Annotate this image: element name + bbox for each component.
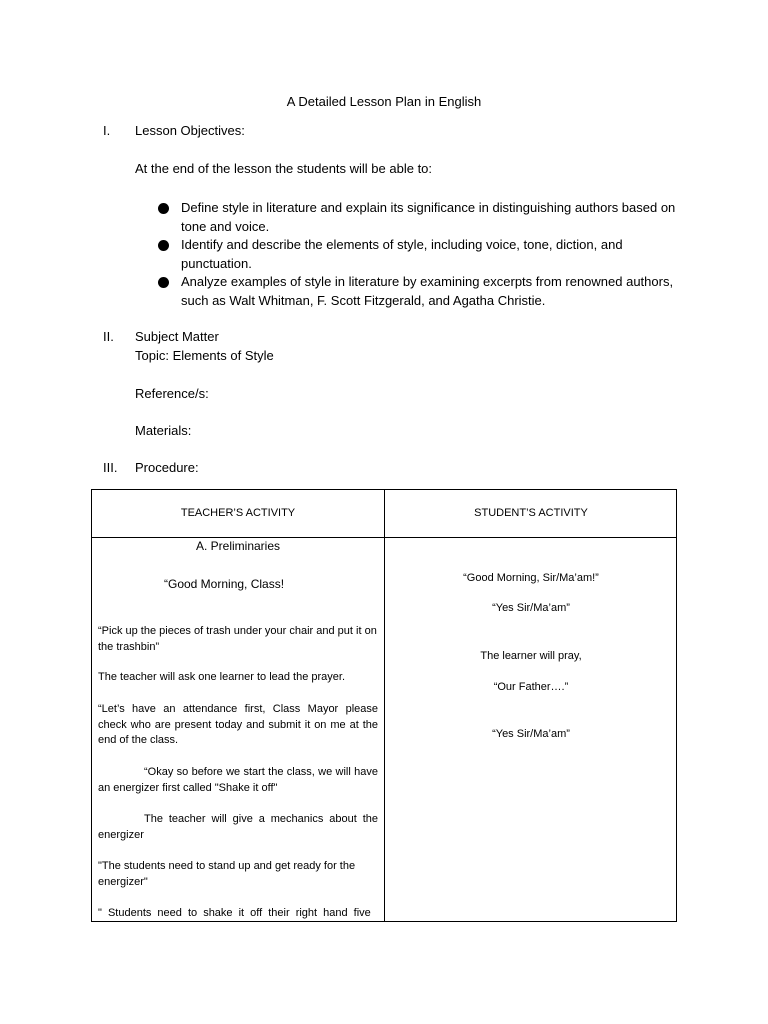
section-number-procedure: III. (103, 460, 118, 475)
teacher-activity-header: TEACHER’S ACTIVITY (180, 507, 296, 519)
subject-materials: Materials: (135, 423, 192, 438)
bullet-icon (158, 277, 169, 288)
student-response-yes: “Yes Sir/Ma’am” (492, 602, 570, 614)
section-number-objectives: I. (103, 123, 111, 138)
teacher-attendance-instruction: “Let’s have an attendance first, Class Mayor please check who are present today and submit it on me at the end of the class. (98, 703, 378, 746)
objectives-heading: Lesson Objectives: (135, 123, 245, 138)
objective-item: Analyze examples of style in literature by examining excerpts from renowned authors, such as Walt Whitman, F. Scott Fitzgerald, and Agatha Christie. (181, 274, 674, 308)
teacher-stand-instruction: "The students need to stand up and get ready for the energizer" (98, 860, 356, 888)
teacher-energizer-intro: “Okay so before we start the class, we will have an energizer first called "Shake it off" (98, 766, 378, 794)
student-prayer: The learner will pray, (480, 650, 582, 662)
document-title: A Detailed Lesson Plan in English (286, 94, 482, 109)
bullet-icon (158, 240, 169, 251)
student-our-father: “Our Father….” (493, 681, 569, 693)
subject-topic: Topic: Elements of Style (135, 348, 274, 363)
section-number-subject: II. (103, 329, 114, 344)
preliminaries-heading: A. Preliminaries (195, 539, 281, 553)
objective-item: Define style in literature and explain its significance in distinguishing authors based on tone and voice. (181, 200, 676, 234)
subject-heading: Subject Matter (135, 329, 219, 344)
column-divider (384, 490, 385, 921)
bullet-icon (158, 203, 169, 214)
student-greeting: “Good Morning, Sir/Ma’am!” (463, 572, 599, 584)
procedure-table (91, 489, 677, 922)
teacher-mechanics: The teacher will give a mechanics about the energizer (98, 813, 378, 841)
student-response-yes: “Yes Sir/Ma’am” (492, 728, 570, 740)
objectives-intro: At the end of the lesson the students will be able to: (135, 161, 433, 176)
student-activity-header: STUDENT’S ACTIVITY (474, 507, 588, 519)
teacher-prayer-instruction: The teacher will ask one learner to lead the prayer. (98, 671, 346, 683)
procedure-heading: Procedure: (135, 460, 199, 475)
teacher-trash-instruction: “Pick up the pieces of trash under your chair and put it on the trashbin” (98, 625, 377, 653)
subject-references: Reference/s: (135, 386, 209, 401)
header-divider (92, 537, 676, 538)
teacher-shake-instruction: " Students need to shake it off their right hand five (98, 907, 371, 919)
teacher-greeting: “Good Morning, Class! (164, 577, 285, 591)
objective-item: Identify and describe the elements of style, including voice, tone, diction, and punctuation. (181, 237, 623, 271)
